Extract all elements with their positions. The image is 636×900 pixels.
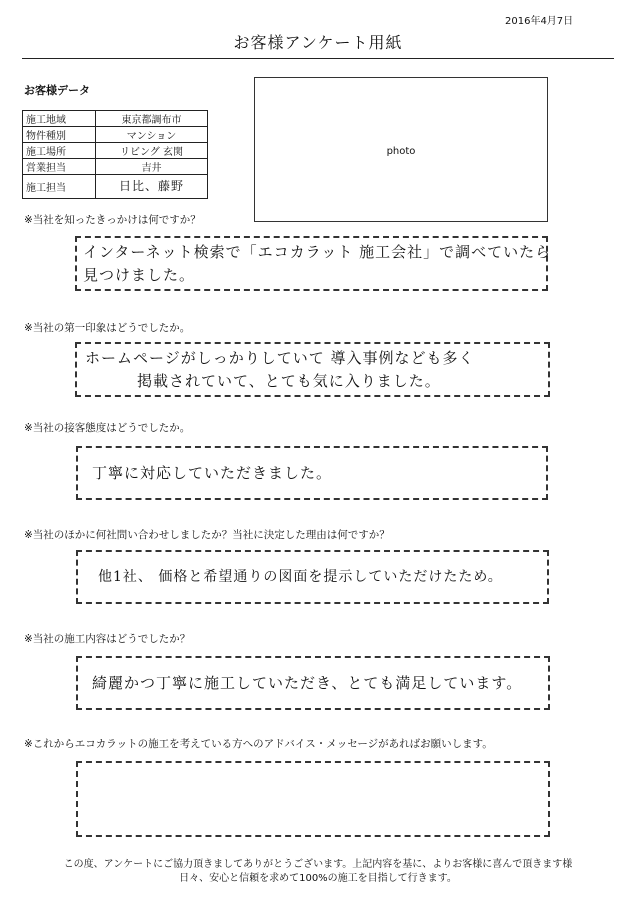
- customer-data-table: [22, 110, 208, 199]
- field-label-installer: 施工担当: [23, 175, 96, 199]
- table-row: [23, 127, 208, 143]
- survey-date: 2016年4月7日: [505, 16, 574, 27]
- footer-message-line2: 日々、安心と信頼を求めて100%の施工を目指して行きます。: [179, 873, 457, 884]
- answer-box-other-companies: [76, 550, 549, 604]
- answer-line: 綺麗かつ丁寧に施工していただき、とても満足しています。: [92, 674, 523, 692]
- answer-line: 見つけました。: [83, 266, 196, 284]
- field-value-installer: 日比、藤野: [96, 175, 208, 199]
- field-value-property-type: マンション: [96, 127, 208, 143]
- answer-box-installation-quality: [76, 656, 550, 710]
- footer-message-line1: この度、アンケートにご協力頂きましてありがとうございます。上記内容を基に、よりお客様に喜んで頂きます様: [63, 859, 573, 870]
- answer-line: 他1社、 価格と希望通りの図面を提示していただけたため。: [98, 569, 503, 585]
- customer-data-heading: お客様データ: [24, 84, 90, 97]
- answer-box-advice-message: [76, 761, 550, 837]
- question-installation-quality: ※当社の施工内容はどうでしたか？: [24, 633, 191, 645]
- answer-box-customer-service: [76, 446, 548, 500]
- question-first-impression: ※当社の第一印象はどうでしたか。: [24, 322, 191, 334]
- field-label-area: 施工地域: [23, 111, 96, 127]
- answer-box-how-found: [75, 236, 552, 291]
- question-how-found: ※当社を知ったきっかけは何ですか？: [24, 214, 201, 226]
- question-advice-message: ※これからエコカラットの施工を考えている方へのアドバイス・メッセージがあればお願いします。: [24, 738, 493, 750]
- field-value-location: リビング 玄関: [96, 143, 208, 159]
- field-value-area: 東京都調布市: [96, 111, 208, 127]
- table-row: [23, 175, 208, 199]
- page-title: お客様アンケート用紙: [233, 33, 403, 52]
- field-value-sales-rep: 吉井: [96, 159, 208, 175]
- answer-line: 丁寧に対応していただきました。: [92, 464, 333, 482]
- answer-box-first-impression: [75, 342, 550, 397]
- answer-line: ホームページがしっかりしていて 導入事例なども多く: [85, 349, 475, 367]
- answer-line: インターネット検索で「エコカラット 施工会社」で調べていたら: [83, 243, 552, 261]
- field-label-sales-rep: 営業担当: [23, 159, 96, 175]
- photo-label: photo: [386, 146, 416, 157]
- question-other-companies: ※当社のほかに何社問い合わせしましたか？当社に決定した理由は何ですか？: [24, 529, 390, 541]
- answer-line: 掲載されていて、とても気に入りました。: [137, 372, 441, 390]
- question-customer-service: ※当社の接客態度はどうでしたか。: [24, 422, 191, 434]
- table-row: [23, 143, 208, 159]
- title-divider: [22, 58, 614, 59]
- field-label-property-type: 物件種別: [23, 127, 96, 143]
- table-row: [23, 159, 208, 175]
- field-label-location: 施工場所: [23, 143, 96, 159]
- table-row: [23, 111, 208, 127]
